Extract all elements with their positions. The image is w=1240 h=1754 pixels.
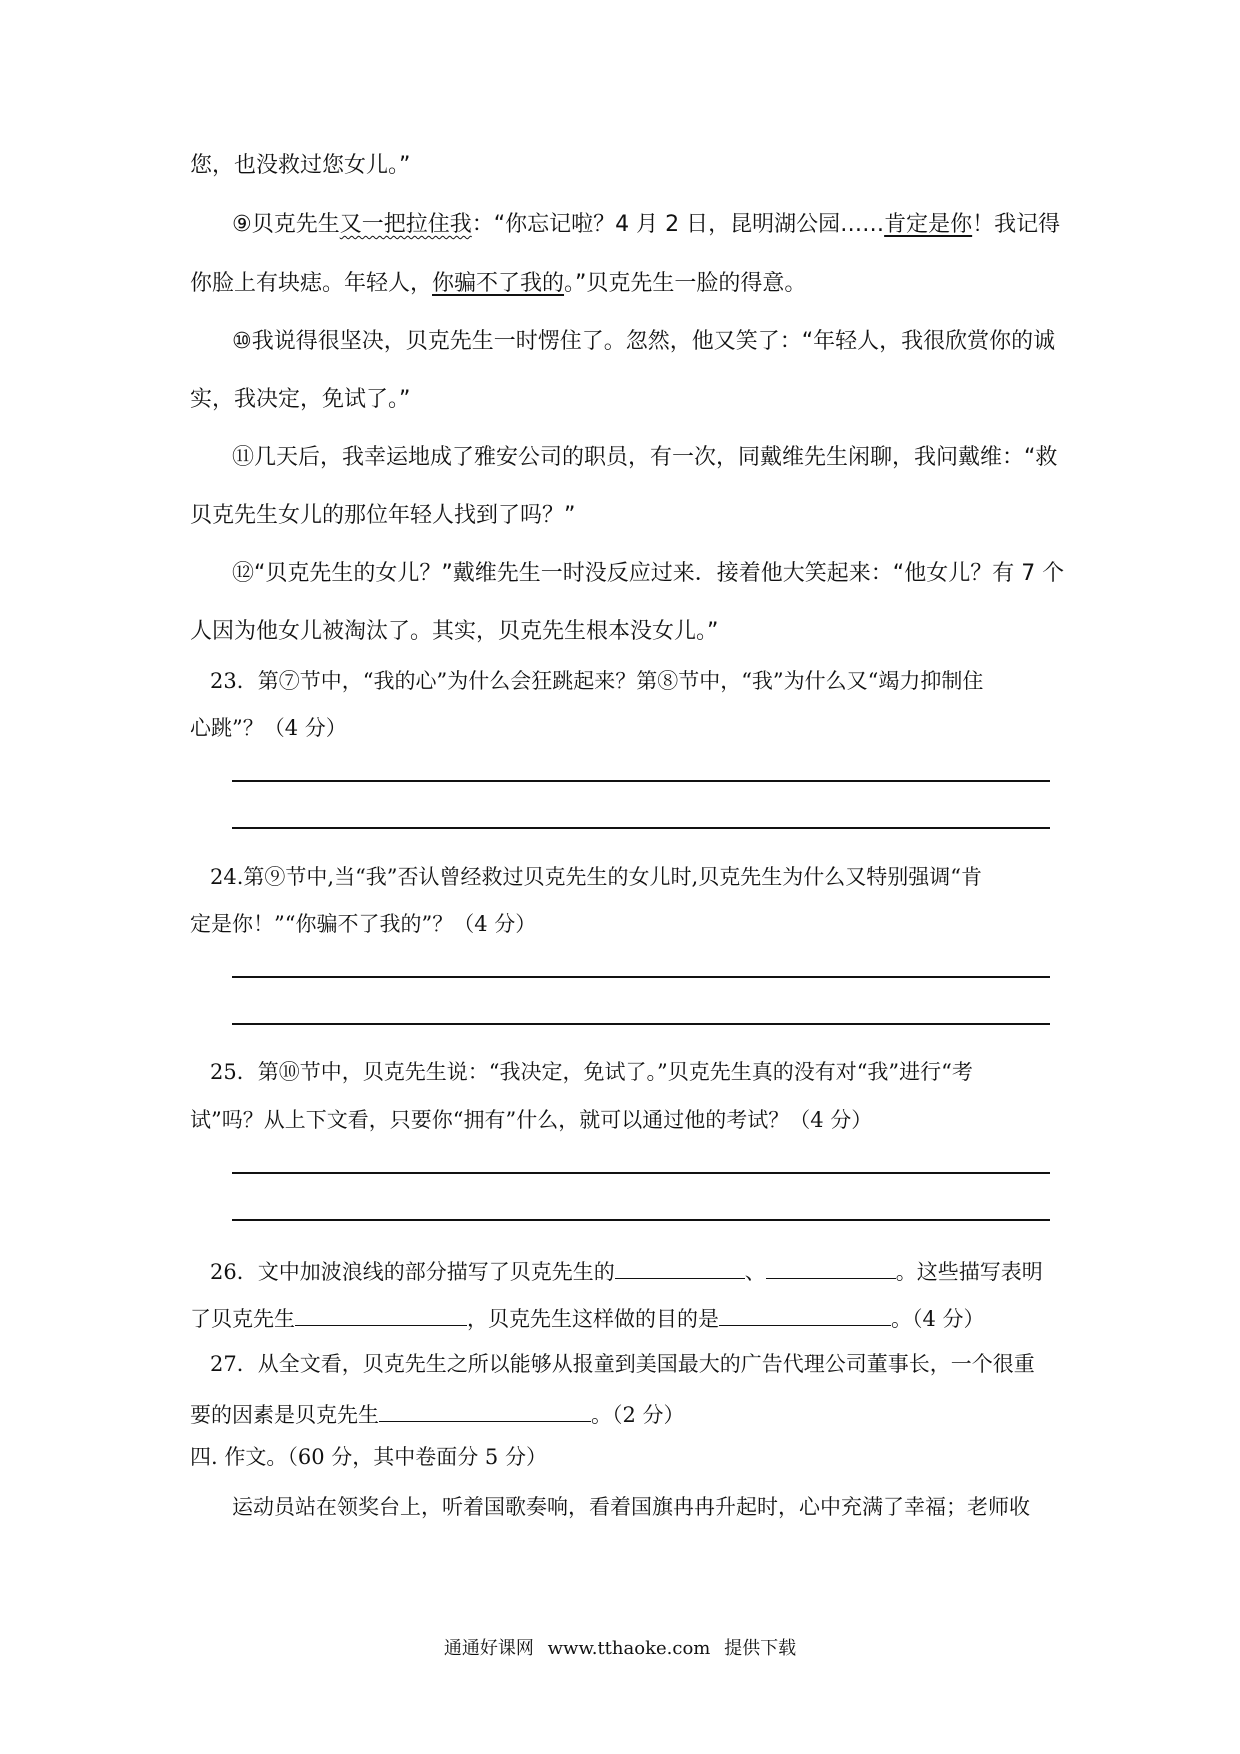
q24-answer-line-2[interactable] [232, 1023, 1050, 1025]
q25-line-1: 25．第⑩节中，贝克先生说：“我决定，免试了。”贝克先生真的没有对“我”进行“考 [210, 1060, 973, 1084]
q27-blank[interactable] [379, 1401, 591, 1422]
page-footer [0, 1634, 1240, 1660]
q26-blank-4[interactable] [719, 1305, 891, 1326]
q23-answer-line-1[interactable] [232, 780, 1050, 782]
p10-line-1: ⑩我说得很坚决，贝克先生一时愣住了。忽然，他又笑了：“年轻人，我很欣赏你的诚 [232, 329, 1056, 354]
q25-answer-line-2[interactable] [232, 1219, 1050, 1221]
q26-text-d: ，贝克先生这样做的目的是 [467, 1307, 719, 1331]
q26-blank-3[interactable] [295, 1305, 467, 1326]
q26-text-c: 了贝克先生 [190, 1307, 295, 1331]
q26-blank-1[interactable] [615, 1258, 745, 1279]
section4-heading: 四. 作文。（60 分，其中卷面分 5 分） [190, 1445, 547, 1469]
q26-separator: 、 [744, 1260, 766, 1284]
q25-line-2: 试”吗？从上下文看，只要你“拥有”什么，就可以通过他的考试？（4 分） [190, 1108, 873, 1132]
q23-line-2: 心跳”？（4 分） [190, 716, 347, 740]
p11-line-2: 贝克先生女儿的那位年轻人找到了吗？” [190, 503, 576, 528]
footer-suffix: 提供下载 [724, 1638, 797, 1659]
p11-line-1: ⑪几天后，我幸运地成了雅安公司的职员，有一次，同戴维先生闲聊，我问戴维：“救 [232, 445, 1058, 470]
p9-line-2 [190, 273, 1060, 295]
section4-text: 运动员站在领奖台上，听着国歌奏响，看着国旗冉冉升起时，心中充满了幸福；老师收 [232, 1495, 1030, 1519]
q26-text-a: 26．文中加波浪线的部分描写了贝克先生的 [210, 1260, 615, 1284]
q27-line-2 [190, 1401, 1060, 1426]
q27-line-1: 27．从全文看，贝克先生之所以能够从报童到美国最大的广告代理公司董事长，一个很重 [210, 1352, 1035, 1376]
q26-line-1 [210, 1258, 1060, 1283]
q24-line-1: 24.第⑨节中,当“我”否认曾经救过贝克先生的女儿时,贝克先生为什么又特别强调“肯 [210, 865, 982, 889]
q26-blank-2[interactable] [766, 1258, 896, 1279]
p9-text-d: 你脸上有块痣。年轻人， [190, 271, 433, 296]
q23-line-1: 23．第⑦节中，“我的心”为什么会狂跳起来？第⑧节中，“我”为什么又“竭力抑制住 [210, 669, 984, 693]
q24-answer-line-1[interactable] [232, 976, 1050, 978]
q23-answer-line-2[interactable] [232, 827, 1050, 829]
p8-end-line: 您，也没救过您女儿。” [190, 153, 411, 178]
q26-line-2 [190, 1305, 1060, 1330]
p12-line-2: 人因为他女儿被淘汰了。其实，贝克先生根本没女儿。” [190, 619, 719, 644]
p9-text-b: ：“你忘记啦？4 月 2 日，昆明湖公园…… [471, 212, 885, 237]
p12-line-1: ⑫“贝克先生的女儿？”戴维先生一时没反应过来．接着他大笑起来：“他女儿？有 7 个 [232, 561, 1065, 586]
p9-line-1 [232, 214, 1062, 236]
p10-line-2: 实，我决定，免试了。” [190, 387, 411, 412]
q26-text-b: 。这些描写表明 [895, 1260, 1043, 1284]
p9-text-e: 。”贝克先生一脸的得意。 [564, 271, 807, 296]
p9-text-c: ！我记得 [972, 212, 1061, 237]
q24-line-2: 定是你！”“你骗不了我的”？（4 分） [190, 912, 537, 936]
p9-text-a: ⑨贝克先生 [232, 212, 340, 237]
p9-underline-text-1: 肯定是你 [884, 212, 973, 237]
q25-answer-line-1[interactable] [232, 1172, 1050, 1174]
q27-text-a: 要的因素是贝克先生 [190, 1403, 379, 1427]
footer-site-name: 通通好课网 [443, 1638, 534, 1659]
q26-text-e: 。（4 分） [891, 1307, 985, 1331]
footer-url[interactable]: www.tthaoke.com [547, 1638, 711, 1659]
p9-wavy-text: 又一把拉住我 [339, 212, 472, 237]
q27-text-b: 。（2 分） [591, 1403, 685, 1427]
p9-underline-text-2: 你骗不了我的 [432, 271, 565, 296]
